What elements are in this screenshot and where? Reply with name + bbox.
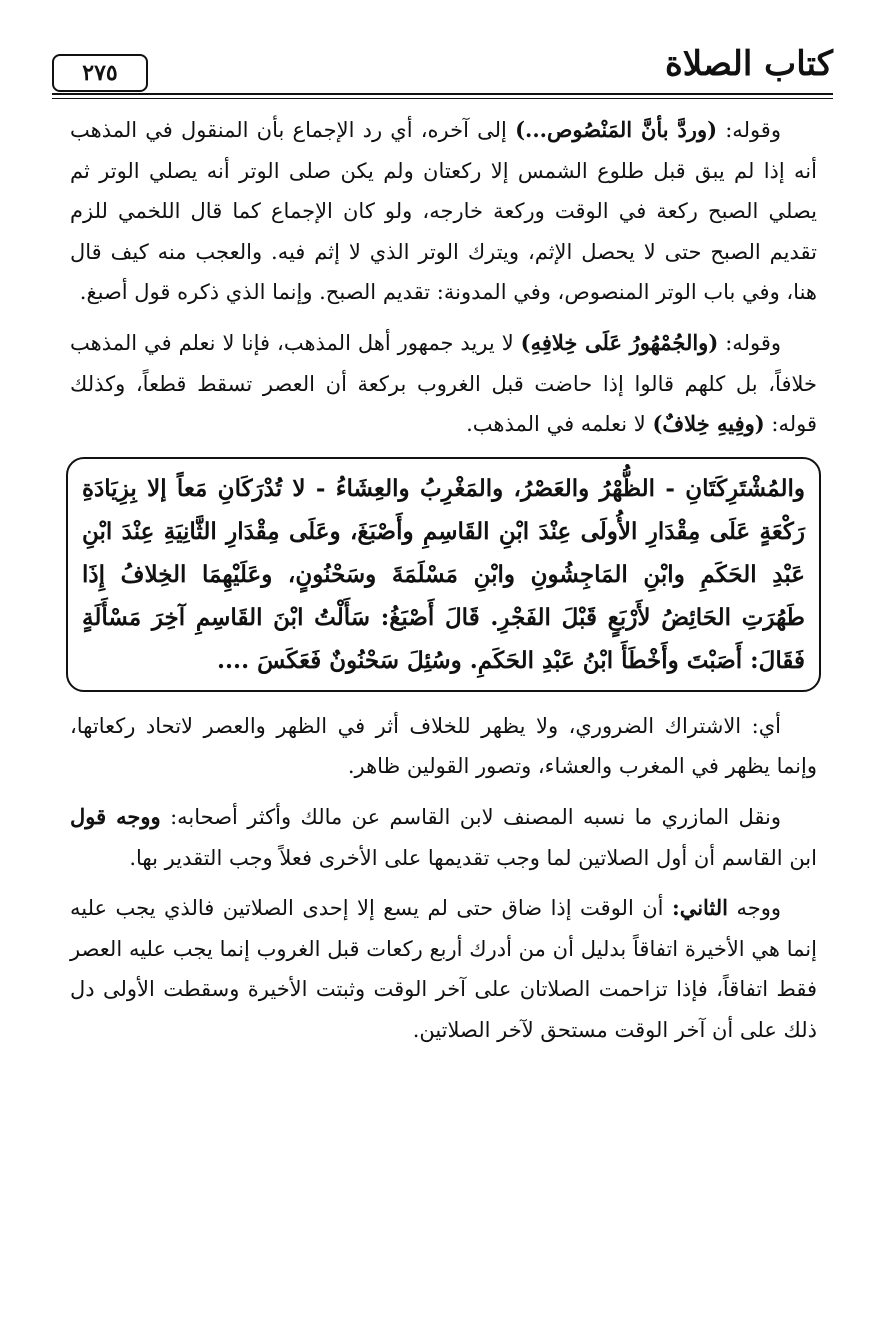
quoted-phrase: (وفِيهِ خِلافٌ) xyxy=(652,411,765,437)
bold-phrase: ووجه قول xyxy=(70,803,161,829)
paragraph-5 xyxy=(70,888,817,1050)
book-title: كتاب الصلاة xyxy=(664,44,833,84)
paragraph-4 xyxy=(70,797,817,878)
paragraph-2 xyxy=(70,323,817,445)
paragraph-5-lead: ووجه xyxy=(728,896,781,921)
paragraph-2-text: لا نعلمه في المذهب. xyxy=(466,412,653,437)
page-body xyxy=(70,110,817,1061)
header-rule-thin xyxy=(52,98,833,99)
quoted-phrase: (وردَّ بأنَّ المَنْصُوص...) xyxy=(515,117,718,142)
quoted-phrase: (والجُمْهُورُ عَلَى خِلافِهِ) xyxy=(520,329,719,355)
page-number: ٢٧٥ xyxy=(52,54,148,92)
paragraph-3: أي: الاشتراك الضروري، ولا يظهر للخلاف أثر في الظهر والعصر لاتحاد ركعاتها، وإنما يظهر في المغرب والعشاء، وتصور القولين ظاهر. xyxy=(70,713,817,779)
header-rule xyxy=(52,93,833,95)
paragraph-2-mid: لا يريد جمهور أهل المذهب، فإنا لا نعلم في المذهب خلافاً، بل كلهم قالوا إذا حاضت قبل الغروب بركعة أن العصر تسقط قطعاً، وكذلك قوله: xyxy=(70,330,817,437)
paragraph-4-text: ابن القاسم أن أول الصلاتين لما وجب تقديمها على الأخرى فعلاً وجب التقدير بها. xyxy=(129,845,817,870)
paragraph-5-text: أن الوقت إذا ضاق حتى لم يسع إلا إحدى الصلاتين فالذي يجب عليه إنما هي الأخيرة اتفاقاً بدليل أن من أدرك أربع ركعات قبل الغروب إنما يجب عليه العصر فقط اتفاقاً، فإذا تزاحمت الصلاتان على آخر الوقت وثبتت الأخيرة وسقطت الأولى دل ذلك على أن آخر الوقت مستحق لآخر الصلاتين. xyxy=(70,896,817,1042)
matn-box: والمُشْتَرِكَتَانِ - الظُّهْرُ والعَصْرُ، والمَغْرِبُ والعِشَاءُ - لا تُدْرَكَانِ مَعاً إلا بِزِيَادَةِ رَكْعَةٍ عَلَى مِقْدَارِ الأُولَى عِنْدَ ابْنِ القَاسِمِ وأَصْبَغَ، وعَلَى مِقْدَارِ الثَّانِيَةِ عِنْدَ ابْنِ عَبْدِ الحَكَمِ وابْنِ المَاجِشُونِ وابْنِ مَسْلَمَةَ وسَحْنُونٍ، وعَلَيْهِمَا الخِلافُ إِذَا طَهُرَتِ الحَائِضُ لأَرْبَعٍ قَبْلَ الفَجْرِ. قَالَ أَصْبَغُ: سَأَلْتُ ابْنَ القَاسِمِ آخِرَ مَسْأَلَةٍ فَقَالَ: أَصَبْتَ وأَخْطَأَ ابْنُ عَبْدِ الحَكَمِ. وسُئِلَ سَحْنُونٌ فَعَكَسَ .... xyxy=(66,457,821,692)
paragraph-1-lead: وقوله: xyxy=(717,118,781,142)
paragraph-1 xyxy=(70,110,817,313)
bold-phrase: الثاني: xyxy=(671,895,729,921)
paragraph-4-lead: ونقل المازري ما نسبه المصنف لابن القاسم عن مالك وأكثر أصحابه: xyxy=(160,804,781,829)
paragraph-2-lead: وقوله: xyxy=(718,330,781,355)
paragraph-1-text: إلى آخره، أي رد الإجماع بأن المنقول في المذهب أنه إذا لم يبق قبل طلوع الشمس إلا ركعتان ولم يكن صلى الوتر أنه يصلي الوتر ثم يصلي الصبح ركعة في الوقت وركعة خارجه، ولو كان الإجماع كما قال اللخمي للزم تقديم الصبح حتى لا يحصل الإثم، ويترك الوتر الذي لا إثم فيه. والعجب منه كيف قال هنا، وفي باب الوتر المنصوص، وفي المدونة: تقديم الصبح. وإنما الذي ذكره قول أصبغ. xyxy=(70,118,817,305)
page-header xyxy=(52,40,833,100)
